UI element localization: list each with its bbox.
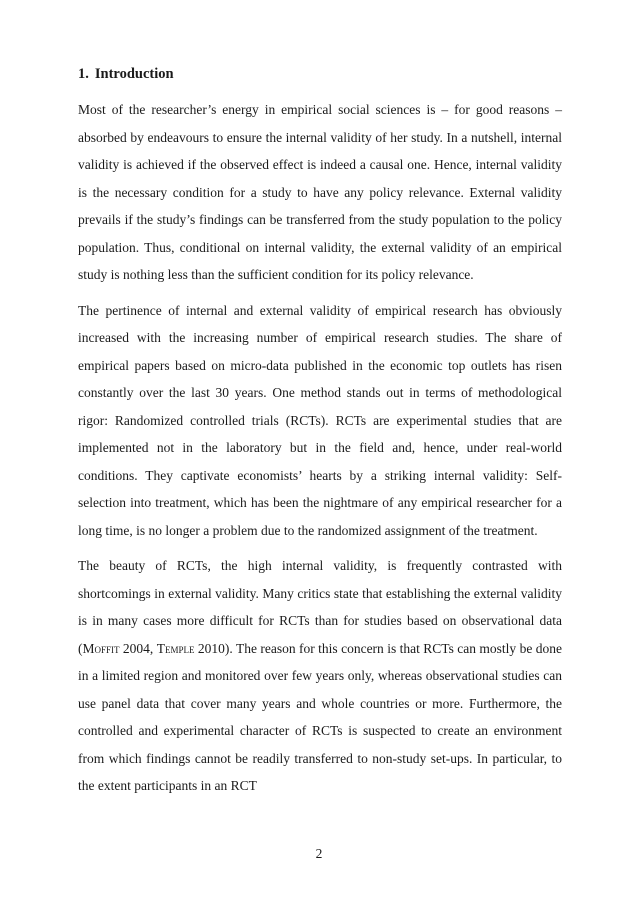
page-number: 2 xyxy=(315,846,323,861)
paragraph-2: The pertinence of internal and external validity of empirical research has obviously increased with the increasing number of empirical research studies. The share of empirical papers based on micro-data published in the economic top outlets has risen constantly over the last 30 years. One method stands out in terms of methodological rigor: Randomized controlled trials (RCTs). RCTs are experimental studies that are implemented not in the laboratory but in the field and, hence, under real-world conditions. They captivate economists’ hearts by a striking internal validity: Self-selection into treatment, which has been the nightmare of any empirical researcher for a long time, is no longer a problem due to the randomized assignment of the treatment. xyxy=(78,302,562,538)
paragraph-3-text-c: 2010). The reason for this concern is that RCTs can mostly be done in a limited region and monitored over few years only, whereas observational studies can use panel data that cover many years and whole countries or more. Furthermore, the controlled and experimental character of RCTs is suspected to create an environment from which findings cannot be readily transferred to non-study set-ups. In particular, to the extent participants in an RCT xyxy=(78,640,563,793)
section-number: 1. xyxy=(78,66,89,82)
page-body xyxy=(78,66,562,808)
paragraph-3-text-b: 2004, xyxy=(119,640,157,656)
paragraph-3-text-a: The beauty of RCTs, the high internal validity, is frequently contrasted with shortcomings in external validity. Many critics state that establishing the external validity is in many cases more difficult for RCTs than for studies based on observational data ( xyxy=(78,558,562,656)
citation-moffit: Moffit xyxy=(82,640,120,656)
section-title: Introduction xyxy=(94,66,174,82)
paragraph-1: Most of the researcher’s energy in empirical social sciences is – for good reasons – absorbed by endeavours to ensure the internal validity of her study. In a nutshell, internal validity is achieved if the observed effect is indeed a causal one. Hence, internal validity is the necessary condition for a study to have any policy relevance. External validity prevails if the study’s findings can be transferred from the study population to the policy population. Thus, conditional on internal validity, the external validity of an empirical study is nothing less than the sufficient condition for its policy relevance. xyxy=(78,102,562,282)
citation-temple: Temple xyxy=(156,640,195,656)
section-heading xyxy=(78,66,562,82)
paragraph-3 xyxy=(78,552,562,800)
